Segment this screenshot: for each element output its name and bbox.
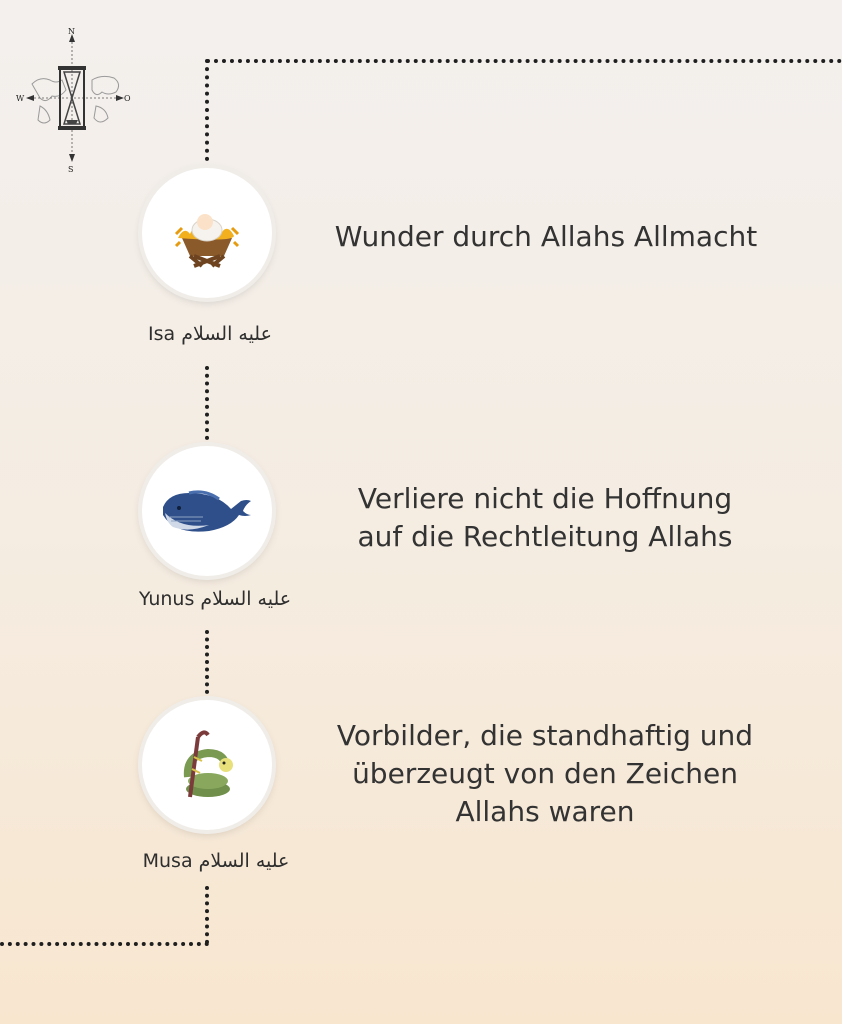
musa-name-label: Musa عليه السلام <box>142 850 290 872</box>
compass-east-label: O <box>124 94 131 103</box>
yunus-message: Verliere nicht die Hoffnung auf die Rechtleitung Allahs <box>357 482 733 553</box>
connector-isa-yunus <box>205 366 209 440</box>
compass-south-label: S <box>68 165 74 172</box>
timeline-node-musa <box>142 700 272 830</box>
compass-west-label: W <box>16 94 25 103</box>
musa-message: Vorbilder, die standhaftig und überzeugt von den Zeichen Allahs waren <box>336 719 754 828</box>
yunus-name-label: Yunus عليه السلام <box>138 588 292 610</box>
compass-north-label: N <box>68 27 75 36</box>
isa-message: Wunder durch Allahs Allmacht <box>334 220 758 253</box>
top-vertical-connector <box>205 59 209 161</box>
timeline-node-isa <box>142 168 272 298</box>
bottom-connector-line <box>0 942 209 946</box>
connector-yunus-musa <box>205 630 209 694</box>
compass-hourglass-logo <box>10 22 140 172</box>
timeline-node-yunus <box>142 446 272 576</box>
bottom-vertical-connector <box>205 886 209 944</box>
staff-snake-icon <box>172 727 242 803</box>
manger-baby-icon <box>172 198 242 268</box>
top-connector-line <box>206 59 842 63</box>
whale-icon <box>159 481 255 541</box>
isa-name-label: Isa عليه السلام <box>148 323 272 345</box>
